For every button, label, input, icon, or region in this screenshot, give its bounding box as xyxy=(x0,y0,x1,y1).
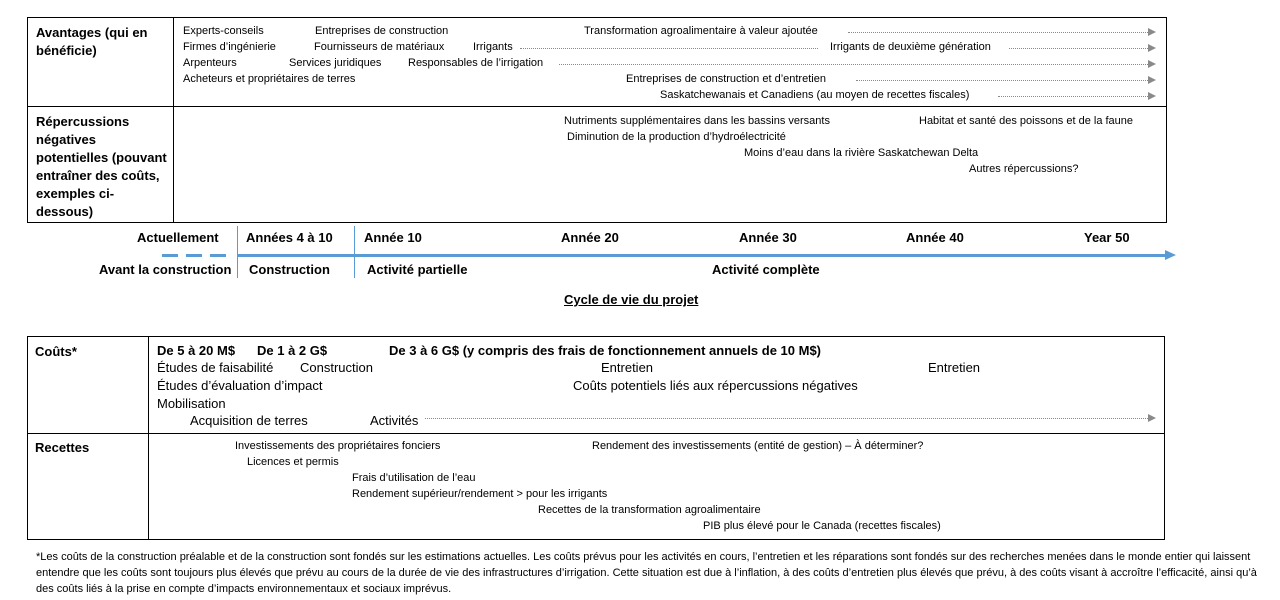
benefit-irrigation-managers-arrow xyxy=(559,60,1156,68)
benefit-irrigators: Irrigants xyxy=(473,41,513,53)
benefit-surveyors: Arpenteurs xyxy=(183,57,237,69)
revenue-return: Rendement des investissements (entité de gestion) – À déterminer? xyxy=(592,440,924,452)
cost-activities: Activités xyxy=(370,413,419,428)
timeline-dash-3 xyxy=(210,254,226,257)
tick-year-10: Année 10 xyxy=(364,230,422,245)
cost-land: Acquisition de terres xyxy=(190,413,308,428)
impact-delta: Moins d’eau dans la rivière Saskatchewan Delta xyxy=(744,147,979,159)
benefit-construction-firms: Entreprises de construction xyxy=(315,25,449,37)
cost-maintenance-1: Entretien xyxy=(601,360,654,375)
cost-amount-2: De 1 à 2 G$ xyxy=(257,343,328,358)
phase-full: Activité complète xyxy=(712,262,820,277)
top-table-divider xyxy=(173,17,174,223)
cost-construction: Construction xyxy=(300,360,373,375)
benefit-irrigators-arrow xyxy=(520,44,826,52)
benefit-maintenance-firms: Entreprises de construction et d’entretien xyxy=(626,73,826,85)
revenue-gdp: PIB plus élevé pour le Canada (recettes fiscales) xyxy=(703,520,941,532)
revenue-landowners: Investissements des propriétaires fonciers xyxy=(235,440,441,452)
revenues-label: Recettes xyxy=(35,440,90,455)
impact-other: Autres répercussions? xyxy=(969,163,1079,175)
cost-mobilization: Mobilisation xyxy=(157,396,226,411)
timeline-dash-1 xyxy=(162,254,178,257)
timeline-separator-partial xyxy=(354,226,355,278)
cost-amount-1: De 5 à 20 M$ xyxy=(157,343,236,358)
impacts-label: Répercussions négatives potentielles (pouvant entraîner des coûts, exemples ci-dessous) xyxy=(36,114,167,219)
benefits-label: Avantages (qui en bénéficie) xyxy=(36,25,148,58)
benefit-consultants: Experts-conseils xyxy=(183,25,264,37)
benefit-suppliers: Fournisseurs de matériaux xyxy=(314,41,445,53)
benefit-taxpayers: Saskatchewanais et Canadiens (au moyen de recettes fiscales) xyxy=(660,89,970,101)
cost-impact-studies: Études d’évaluation d’impact xyxy=(157,378,323,393)
benefit-agrifood-arrow xyxy=(848,28,1156,36)
impact-fish: Habitat et santé des poissons et de la faune xyxy=(919,115,1134,127)
timeline-dash-2 xyxy=(186,254,202,257)
phase-partial: Activité partielle xyxy=(367,262,468,277)
benefit-legal: Services juridiques xyxy=(289,57,382,69)
tick-year-50: Year 50 xyxy=(1084,230,1130,245)
revenue-yield: Rendement supérieur/rendement > pour les irrigants xyxy=(352,488,608,500)
cost-maintenance-2: Entretien xyxy=(928,360,981,375)
phase-pre-construction: Avant la construction xyxy=(99,262,232,277)
benefit-buyers: Acheteurs et propriétaires de terres xyxy=(183,73,356,85)
benefit-irrigation-managers: Responsables de l’irrigation xyxy=(408,57,544,69)
timeline-arrowhead xyxy=(1165,250,1176,260)
tick-now: Actuellement xyxy=(137,230,219,245)
benefit-agrifood: Transformation agroalimentaire à valeur ajoutée xyxy=(584,25,818,37)
benefit-maintenance-firms-arrow xyxy=(856,76,1156,84)
benefit-second-gen: Irrigants de deuxième génération xyxy=(830,41,991,53)
benefit-taxpayers-arrow xyxy=(998,92,1156,100)
cost-amount-3: De 3 à 6 G$ (y compris des frais de fonctionnement annuels de 10 M$) xyxy=(389,343,822,358)
impact-nutrients: Nutriments supplémentaires dans les bassins versants xyxy=(564,115,830,127)
bottom-table-row-divider xyxy=(27,433,1165,434)
timeline-line xyxy=(237,254,1165,257)
costs-label: Coûts* xyxy=(35,344,77,359)
tick-years-4-10: Années 4 à 10 xyxy=(246,230,333,245)
lifecycle-title: Cycle de vie du projet xyxy=(564,292,699,307)
benefit-engineering: Firmes d’ingénierie xyxy=(183,41,276,53)
revenue-water-fees: Frais d’utilisation de l’eau xyxy=(352,472,476,484)
revenue-licences: Licences et permis xyxy=(247,456,339,468)
cost-feasibility: Études de faisabilité xyxy=(157,360,274,375)
tick-year-20: Année 20 xyxy=(561,230,619,245)
tick-year-40: Année 40 xyxy=(906,230,964,245)
top-table-row-divider xyxy=(27,106,1167,107)
impact-hydro: Diminution de la production d’hydroélectricité xyxy=(567,131,786,143)
cost-activities-arrow xyxy=(425,414,1156,422)
bottom-table-divider xyxy=(148,336,149,540)
revenue-agrifood: Recettes de la transformation agroalimentaire xyxy=(538,504,761,516)
tick-year-30: Année 30 xyxy=(739,230,797,245)
cost-potential: Coûts potentiels liés aux répercussions négatives xyxy=(573,378,858,393)
benefit-second-gen-arrow xyxy=(1009,44,1156,52)
timeline-separator-construction xyxy=(237,226,238,278)
footnote: *Les coûts de la construction préalable et de la construction sont fondés sur les estimations actuelles. Les coûts prévus pour les activités en cours, l’entretien et les réparations sont fondés sur des recherches menées dans le monde entier qui laissent entendre que les coûts sont toujours plus élevés que prévu au cours de la durée de vie des infrastructures d’irrigation. Cette situation est due à l’inflation, à des coûts d’entretien plus élevés que prévu, à des coûts visant à accroître l’efficacité, ainsi qu’à des coûts liés à la prise en compte d’impacts environnementaux et sociaux imprévus. xyxy=(36,551,1257,595)
phase-construction: Construction xyxy=(249,262,330,277)
